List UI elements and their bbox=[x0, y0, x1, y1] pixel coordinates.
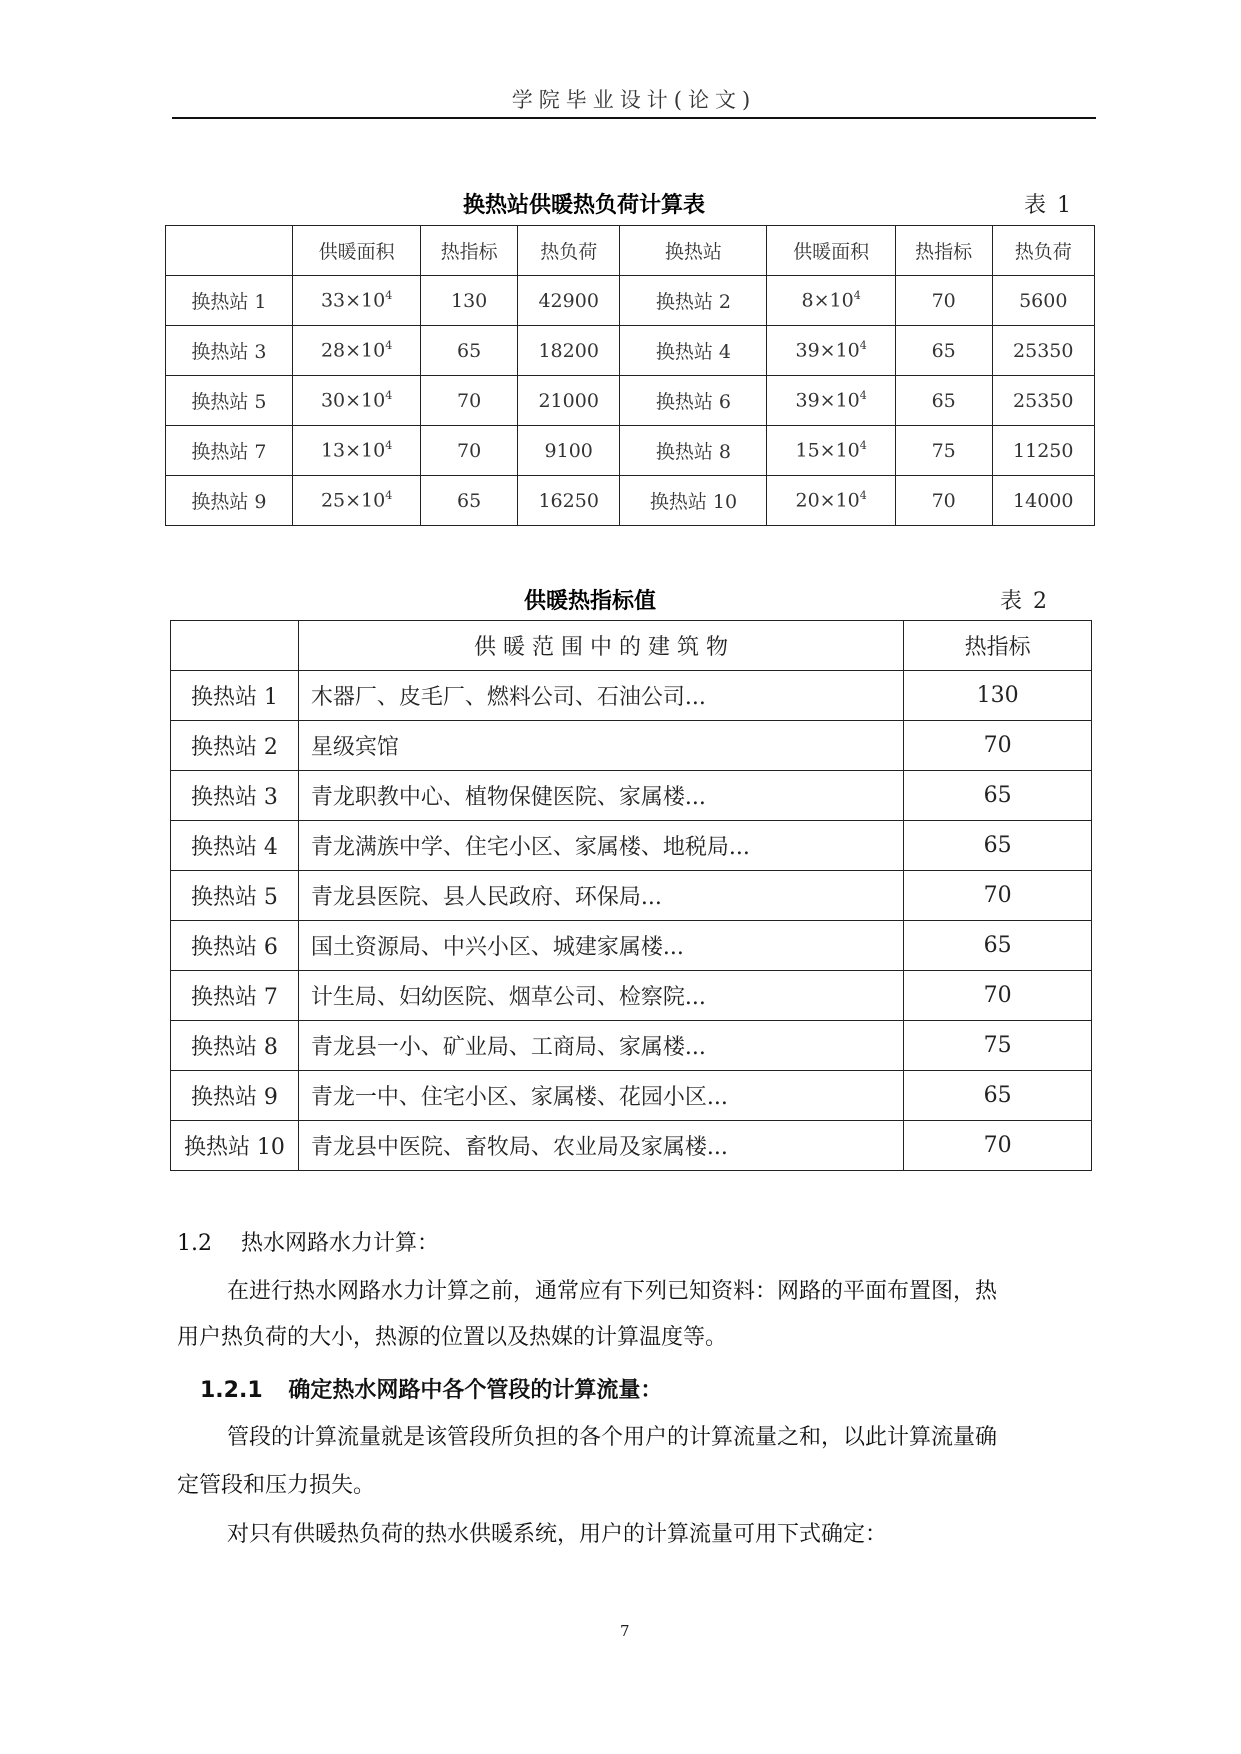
table1-cell bbox=[620, 376, 767, 426]
table1-cell bbox=[292, 376, 420, 426]
table2-row bbox=[171, 721, 1092, 771]
table1-cell-text: 换热站 10 bbox=[649, 491, 738, 513]
table2-row bbox=[171, 1121, 1092, 1171]
table1-cell bbox=[517, 326, 619, 376]
table1-cell bbox=[895, 326, 992, 376]
table1-cell-text: 14000 bbox=[1013, 489, 1074, 512]
table1-cell-text: 16250 bbox=[538, 489, 599, 512]
page-header: 学院毕业设计(论文) bbox=[511, 88, 757, 112]
table2-cell: 国土资源局、中兴小区、城建家属楼... bbox=[298, 921, 903, 971]
table1-cell bbox=[767, 476, 895, 526]
table2-cell: 65 bbox=[904, 1071, 1092, 1121]
table2-row bbox=[171, 1071, 1092, 1121]
table1-cell-text: 5600 bbox=[1019, 289, 1068, 312]
table2-cell: 130 bbox=[904, 671, 1092, 721]
table1-header-row bbox=[166, 226, 1095, 276]
table2-header-row bbox=[171, 621, 1092, 671]
table2-row bbox=[171, 921, 1092, 971]
table1-cell bbox=[421, 376, 518, 426]
table1-cell bbox=[421, 276, 518, 326]
exponent: 4 bbox=[859, 339, 867, 353]
table2-cell: 65 bbox=[904, 771, 1092, 821]
table2-cell: 青龙一中、住宅小区、家属楼、花园小区... bbox=[298, 1071, 903, 1121]
table1-cell-text: 65 bbox=[931, 389, 956, 412]
table1-cell-text: 130 bbox=[451, 289, 488, 312]
table1-cell-text: 70 bbox=[931, 489, 956, 512]
table1-cell-text: 换热站 5 bbox=[191, 391, 267, 413]
table1-cell-text: 换热站 3 bbox=[191, 341, 267, 363]
table1-cell bbox=[992, 426, 1094, 476]
table1-cell-text: 25350 bbox=[1013, 339, 1074, 362]
table1-cell-text: 70 bbox=[457, 439, 482, 462]
table1-cell bbox=[517, 426, 619, 476]
table1-cell-text: 8×10 bbox=[801, 289, 854, 312]
table2-cell: 换热站 8 bbox=[171, 1021, 299, 1071]
exponent: 4 bbox=[859, 389, 867, 403]
table1-header-cell: 热指标 bbox=[421, 226, 518, 276]
table2-row bbox=[171, 971, 1092, 1021]
table1-cell bbox=[292, 276, 420, 326]
table1-cell-text: 70 bbox=[457, 389, 482, 412]
table1-cell-text: 15×10 bbox=[795, 439, 860, 462]
table2-cell: 青龙县一小、矿业局、工商局、家属楼... bbox=[298, 1021, 903, 1071]
table2-cell: 换热站 6 bbox=[171, 921, 299, 971]
table2-cell: 70 bbox=[904, 871, 1092, 921]
table2-cell: 65 bbox=[904, 921, 1092, 971]
table1-cell-text: 换热站 9 bbox=[191, 491, 267, 513]
table1-cell-text: 21000 bbox=[538, 389, 599, 412]
table1-header-cell: 热指标 bbox=[895, 226, 992, 276]
table1-cell-text: 70 bbox=[931, 289, 956, 312]
table1-cell-text: 75 bbox=[931, 439, 956, 462]
table2-cell: 换热站 9 bbox=[171, 1071, 299, 1121]
table2-row bbox=[171, 821, 1092, 871]
table1-cell-text: 13×10 bbox=[320, 439, 386, 462]
table1-cell bbox=[895, 276, 992, 326]
table1-row bbox=[166, 476, 1095, 526]
table1-cell bbox=[895, 376, 992, 426]
table1-header-cell: 热负荷 bbox=[992, 226, 1094, 276]
table2-cell: 换热站 1 bbox=[171, 671, 299, 721]
table1-cell-text: 25350 bbox=[1013, 389, 1074, 412]
table1-cell bbox=[767, 326, 895, 376]
table1-cell-text: 28×10 bbox=[320, 339, 386, 362]
table2-cell: 青龙职教中心、植物保健医院、家属楼... bbox=[298, 771, 903, 821]
table2-cell: 木器厂、皮毛厂、燃料公司、石油公司... bbox=[298, 671, 903, 721]
table1-cell bbox=[620, 326, 767, 376]
table1-header-cell: 热负荷 bbox=[517, 226, 619, 276]
section-heading-number: 1.2 bbox=[177, 1231, 212, 1256]
table1-cell bbox=[517, 276, 619, 326]
table2-row bbox=[171, 771, 1092, 821]
table1-cell-text: 65 bbox=[457, 339, 482, 362]
subsection-heading bbox=[200, 1373, 662, 1404]
table1-cell-text: 65 bbox=[931, 339, 956, 362]
table2-cell: 计生局、妇幼医院、烟草公司、检察院... bbox=[298, 971, 903, 1021]
table2-cell: 70 bbox=[904, 971, 1092, 1021]
table1-cell-text: 11250 bbox=[1013, 439, 1074, 462]
table2-header-cell bbox=[171, 621, 299, 671]
table1-cell bbox=[992, 476, 1094, 526]
table1-cell bbox=[767, 376, 895, 426]
table1-cell bbox=[767, 276, 895, 326]
table1-cell bbox=[292, 426, 420, 476]
table2-cell: 换热站 10 bbox=[171, 1121, 299, 1171]
exponent: 4 bbox=[385, 439, 393, 453]
table2-header-cell: 供 暖 范 围 中 的 建 筑 物 bbox=[298, 621, 903, 671]
table1-header-cell: 供暖面积 bbox=[292, 226, 420, 276]
table2-caption: 供暖热指标值 bbox=[524, 589, 657, 614]
table1-number: 表 1 bbox=[1024, 193, 1073, 218]
table1-cell-text: 33×10 bbox=[320, 289, 386, 312]
table1-caption: 换热站供暖热负荷计算表 bbox=[463, 193, 706, 218]
header-rule bbox=[172, 117, 1096, 119]
table2-cell: 星级宾馆 bbox=[298, 721, 903, 771]
table2-cell: 70 bbox=[904, 1121, 1092, 1171]
table1-cell bbox=[992, 376, 1094, 426]
table1-cell bbox=[992, 326, 1094, 376]
table2-cell: 75 bbox=[904, 1021, 1092, 1071]
table2-number: 表 2 bbox=[1000, 589, 1049, 614]
table1-cell bbox=[421, 476, 518, 526]
table1-cell-text: 39×10 bbox=[795, 339, 860, 362]
table1-cell bbox=[166, 326, 293, 376]
exponent: 4 bbox=[859, 489, 867, 503]
table1 bbox=[165, 225, 1095, 526]
subsection-heading-text: 确定热水网路中各个管段的计算流量： bbox=[288, 1378, 663, 1403]
table1-header-cell bbox=[166, 226, 293, 276]
table2-cell: 换热站 3 bbox=[171, 771, 299, 821]
table2-cell: 换热站 7 bbox=[171, 971, 299, 1021]
exponent: 4 bbox=[853, 289, 861, 303]
table1-cell-text: 20×10 bbox=[795, 489, 860, 512]
table1-cell-text: 换热站 7 bbox=[191, 441, 267, 463]
table1-cell bbox=[620, 276, 767, 326]
table1-cell bbox=[292, 476, 420, 526]
table1-cell bbox=[620, 426, 767, 476]
table1-cell-text: 39×10 bbox=[795, 389, 860, 412]
table2-row bbox=[171, 1021, 1092, 1071]
table1-cell-text: 换热站 8 bbox=[655, 441, 731, 463]
table1-header-cell: 换热站 bbox=[620, 226, 767, 276]
table1-cell bbox=[767, 426, 895, 476]
table1-cell-text: 25×10 bbox=[320, 489, 386, 512]
table1-cell-text: 30×10 bbox=[320, 389, 386, 412]
table1-cell bbox=[166, 476, 293, 526]
paragraph-1-line-1: 在进行热水网路水力计算之前，通常应有下列已知资料：网路的平面布置图，热 bbox=[227, 1279, 998, 1304]
table1-cell bbox=[895, 426, 992, 476]
table2-row bbox=[171, 671, 1092, 721]
paragraph-2-line-2: 定管段和压力损失。 bbox=[177, 1473, 376, 1498]
table1-cell bbox=[620, 476, 767, 526]
table2-cell: 70 bbox=[904, 721, 1092, 771]
paragraph-2-line-1: 管段的计算流量就是该管段所负担的各个用户的计算流量之和，以此计算流量确 bbox=[227, 1425, 998, 1450]
table2 bbox=[170, 620, 1092, 1171]
table1-cell-text: 9100 bbox=[544, 439, 593, 462]
table1-cell-text: 换热站 6 bbox=[655, 391, 731, 413]
page-number: 7 bbox=[620, 1622, 630, 1640]
exponent: 4 bbox=[385, 339, 393, 353]
table1-cell-text: 换热站 1 bbox=[191, 291, 267, 313]
table1-cell-text: 换热站 2 bbox=[655, 291, 731, 313]
table2-header-cell: 热指标 bbox=[904, 621, 1092, 671]
table1-row bbox=[166, 326, 1095, 376]
table1-cell-text: 换热站 4 bbox=[655, 341, 731, 363]
section-heading bbox=[177, 1226, 439, 1257]
table1-cell bbox=[421, 426, 518, 476]
paragraph-3: 对只有供暖热负荷的热水供暖系统，用户的计算流量可用下式确定： bbox=[227, 1522, 888, 1547]
exponent: 4 bbox=[859, 439, 867, 453]
table2-cell: 65 bbox=[904, 821, 1092, 871]
table1-cell bbox=[992, 276, 1094, 326]
table2-row bbox=[171, 871, 1092, 921]
exponent: 4 bbox=[385, 289, 393, 303]
table2-cell: 换热站 2 bbox=[171, 721, 299, 771]
table1-cell bbox=[166, 276, 293, 326]
table1-cell-text: 42900 bbox=[538, 289, 599, 312]
table1-row bbox=[166, 376, 1095, 426]
table1-cell bbox=[517, 376, 619, 426]
table1-cell-text: 65 bbox=[457, 489, 482, 512]
table1-cell bbox=[166, 426, 293, 476]
table1-cell bbox=[895, 476, 992, 526]
table1-row bbox=[166, 426, 1095, 476]
exponent: 4 bbox=[385, 389, 393, 403]
table1-cell bbox=[166, 376, 293, 426]
table2-cell: 换热站 4 bbox=[171, 821, 299, 871]
exponent: 4 bbox=[385, 489, 393, 503]
table2-cell: 换热站 5 bbox=[171, 871, 299, 921]
table2-cell: 青龙县中医院、畜牧局、农业局及家属楼... bbox=[298, 1121, 903, 1171]
subsection-number: 1.2.1 bbox=[200, 1378, 263, 1403]
table1-cell bbox=[421, 326, 518, 376]
table2-cell: 青龙满族中学、住宅小区、家属楼、地税局... bbox=[298, 821, 903, 871]
table1-cell-text: 18200 bbox=[538, 339, 599, 362]
table1-cell bbox=[292, 326, 420, 376]
table1-header-cell: 供暖面积 bbox=[767, 226, 895, 276]
section-heading-text: 热水网路水力计算： bbox=[241, 1231, 440, 1256]
table1-cell bbox=[517, 476, 619, 526]
paragraph-1-line-2: 用户热负荷的大小，热源的位置以及热媒的计算温度等。 bbox=[177, 1325, 728, 1350]
table1-row bbox=[166, 276, 1095, 326]
table2-cell: 青龙县医院、县人民政府、环保局... bbox=[298, 871, 903, 921]
